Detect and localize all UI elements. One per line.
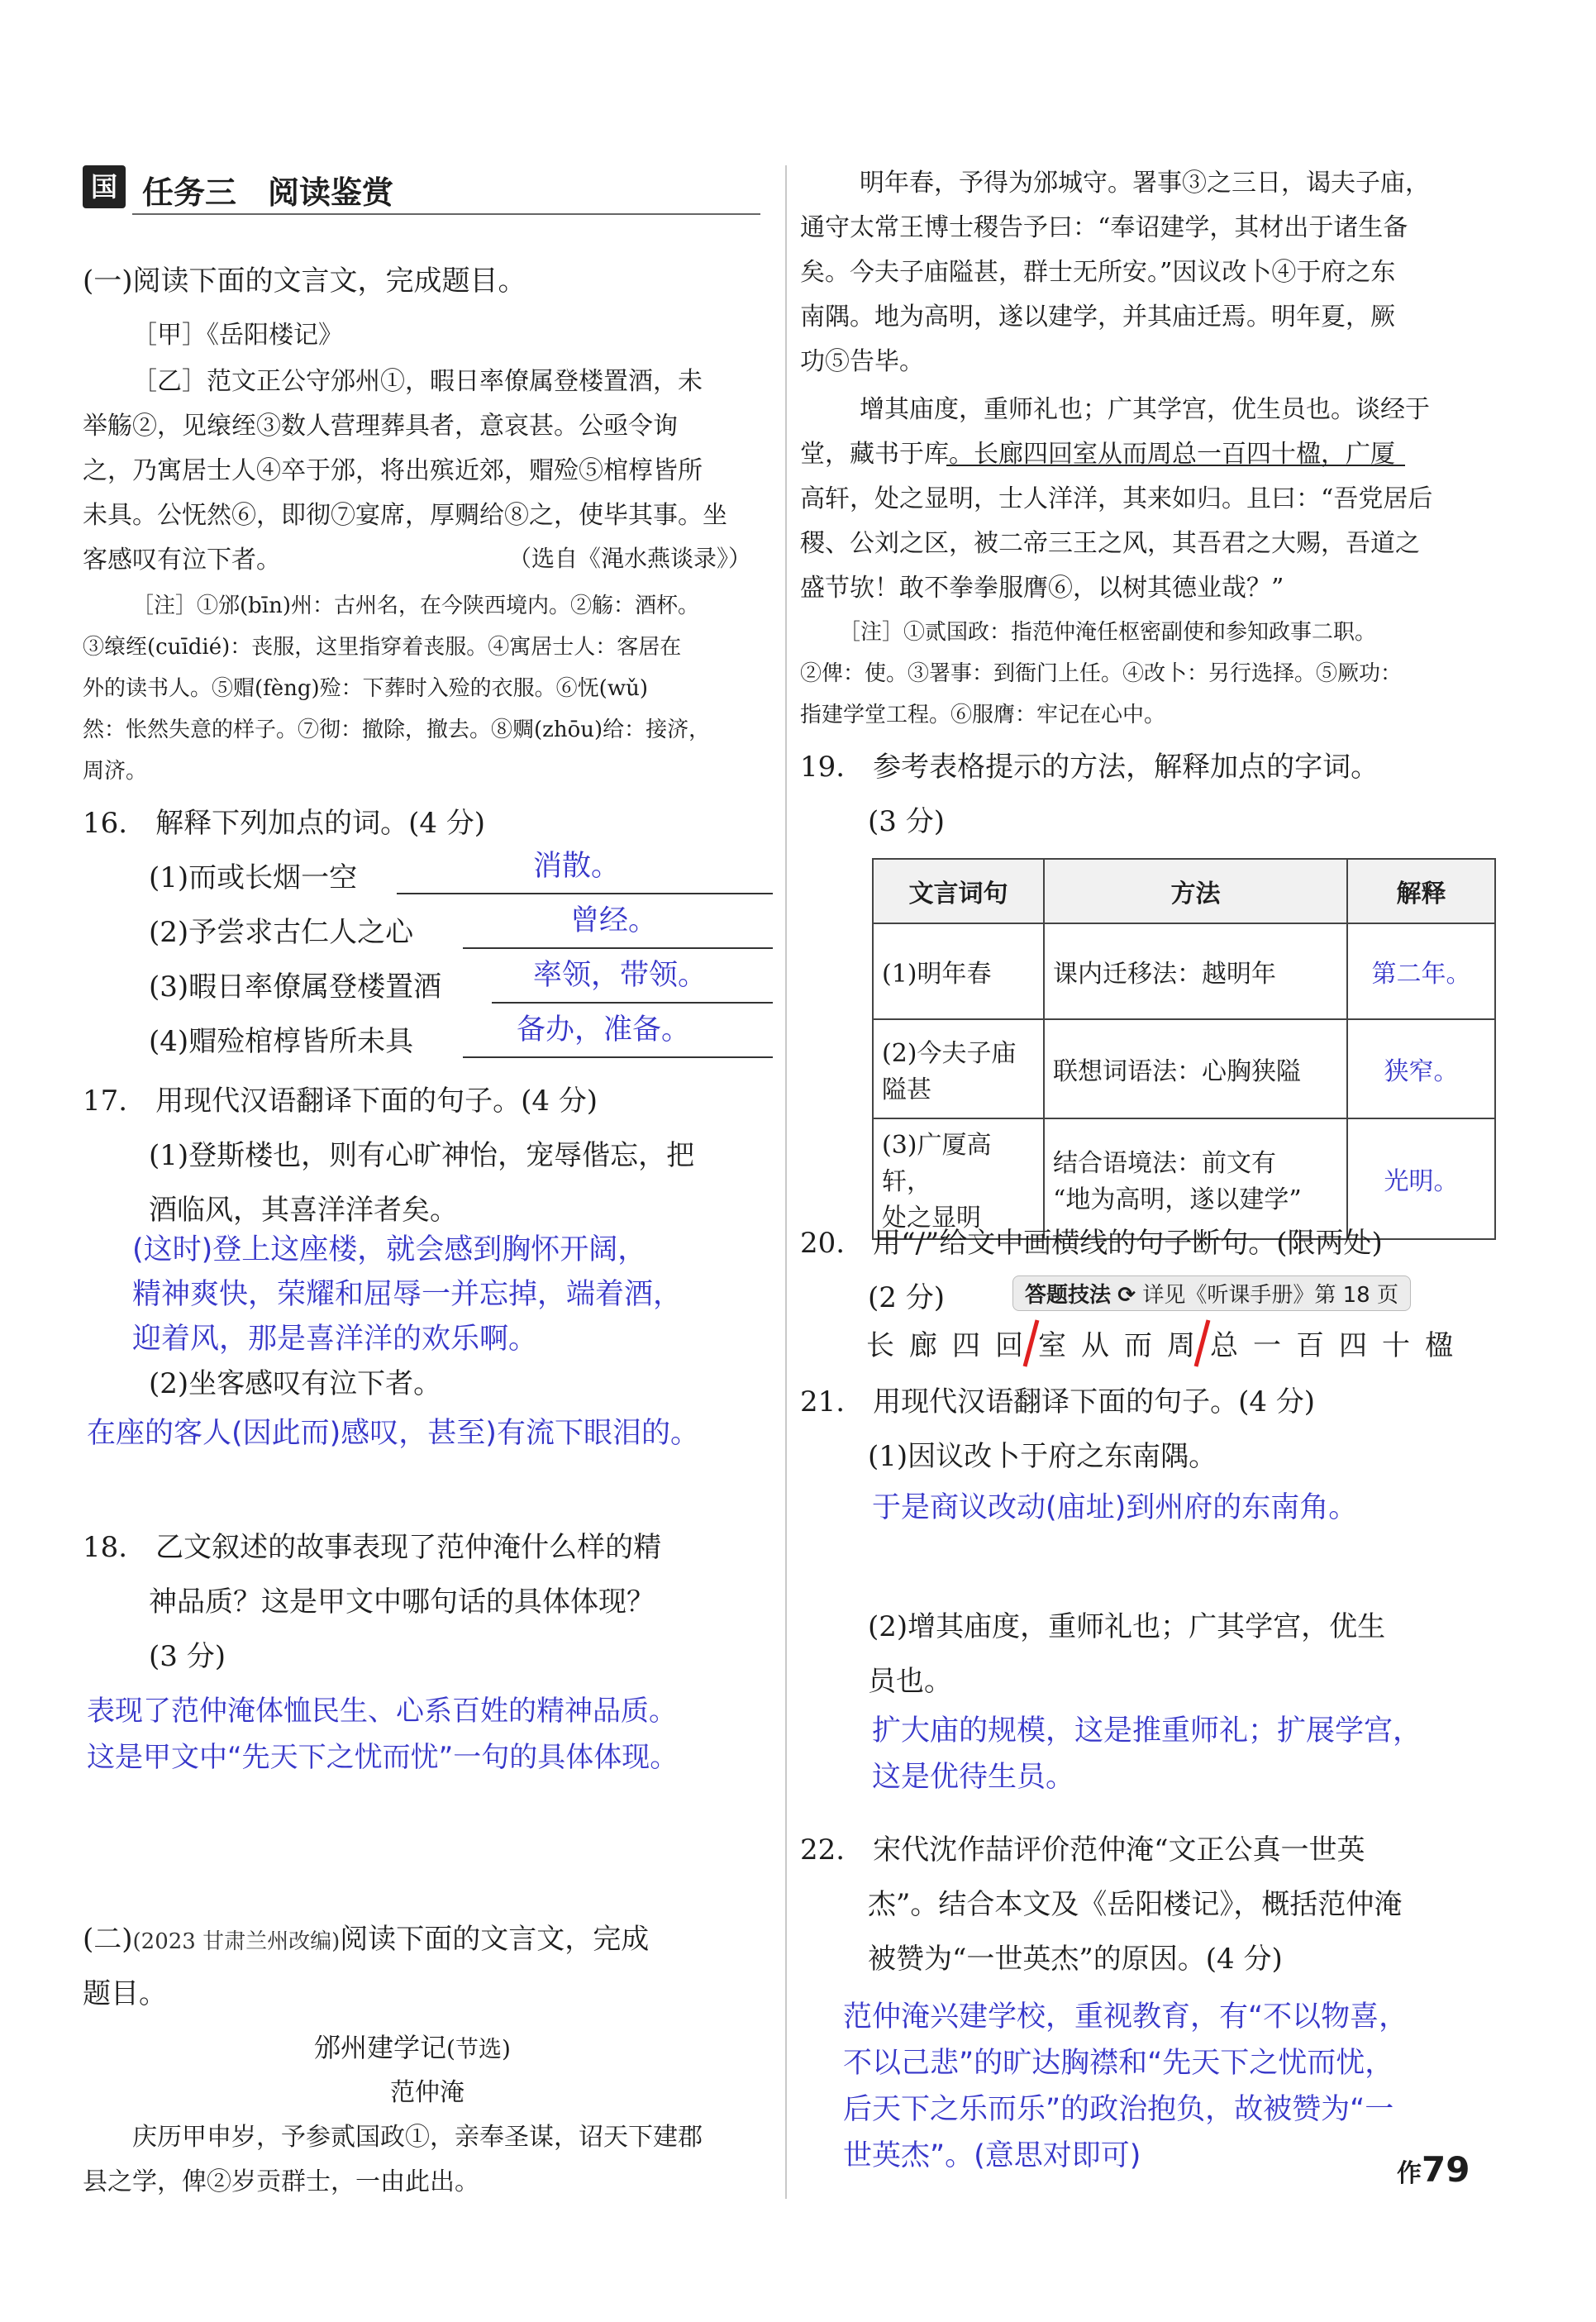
q16-answer-line	[463, 1056, 773, 1058]
q17-stem: 17. 用现代汉语翻译下面的句子。(4 分)	[83, 1085, 598, 1118]
note-line: 周济。	[83, 759, 148, 784]
sentence-char: 长	[866, 1329, 894, 1362]
yi-source: （选自《渑水燕谈录》）	[508, 545, 752, 572]
q16-answer-line	[463, 947, 773, 949]
sentence-char: 回	[995, 1329, 1023, 1362]
note-line: 指建学堂工程。⑥服膺：牢记在心中。	[800, 703, 1166, 727]
q22-answer: 范仲淹兴建学校，重视教育，有“不以物喜，	[843, 2000, 1408, 2034]
page-prefix: 作	[1397, 2159, 1422, 2188]
part2-source: (2023 甘肃兰州改编)	[132, 1929, 341, 1954]
q19-stem: 19. 参考表格提示的方法，解释加点的字词。	[800, 751, 1379, 784]
passage-line: 稷、公刘之区，被二帝三王之风，其吾君之大赐，吾道之	[800, 529, 1420, 558]
sentence-char: 总	[1210, 1329, 1238, 1362]
section-icon: 国	[83, 165, 126, 208]
section-title: 任务三 阅读鉴赏	[142, 174, 394, 211]
table-cell-method: 课内迁移法：越明年	[1044, 923, 1347, 1019]
passage-line: 矣。今夫子庙隘甚，群士无所安。”因议改卜④于府之东	[800, 258, 1396, 287]
sentence-char: 从	[1081, 1329, 1109, 1362]
q18-answer: 表现了范仲淹体恤民生、心系百姓的精神品质。	[87, 1695, 677, 1728]
q17-answer1: (这时)登上这座楼，就会感到胸怀开阔，	[132, 1233, 647, 1266]
table-cell-answer: 第二年。	[1347, 923, 1495, 1019]
passage-line: 县之学，俾②岁贡群士，一由此出。	[83, 2167, 479, 2196]
note-line: ③缞绖(cuīdié)：丧服，这里指穿着丧服。④寓居士人：客居在	[83, 635, 682, 660]
sentence-char: 百	[1296, 1329, 1324, 1362]
q21-stem: 21. 用现代汉语翻译下面的句子。(4 分)	[800, 1385, 1316, 1418]
tip-label: 答题技法	[1025, 1283, 1112, 1308]
yi-line: 客感叹有泣下者。	[83, 546, 281, 575]
q16-stem: 16. 解释下列加点的词。(4 分)	[83, 807, 486, 840]
yi-line: 未具。公怃然⑥，即彻⑦宴席，厚赒给⑧之，使毕其事。坐	[83, 501, 727, 530]
sentence-char: 四	[952, 1329, 980, 1362]
q22-answer: 后天下之乐而乐”的政治抱负，故被赞为“一	[843, 2093, 1394, 2126]
passage-line: 明年春，予得为邠城守。署事③之三日，谒夫子庙，	[860, 169, 1430, 198]
passage-author: 范仲淹	[390, 2078, 465, 2107]
yi-line: ［乙］范文正公守邠州①，暇日率僚属登楼置酒，未	[132, 367, 703, 396]
passage-title: 邠州建学记	[314, 2032, 447, 2063]
cell-line: 处之显明	[882, 1204, 981, 1233]
answer-tip	[1012, 1275, 1411, 1311]
part2-heading-tail: 题目。	[83, 1977, 167, 2010]
table-header-row	[873, 859, 1495, 923]
column-divider	[785, 165, 787, 2199]
q22-stem: 杰”。结合本文及《岳阳楼记》，概括范仲淹	[868, 1888, 1403, 1921]
passage-line: 通守太常王博士稷告予曰：“奉诏建学，其材出于诸生备	[800, 213, 1408, 242]
q22-answer: 世英杰”。(意思对即可)	[843, 2139, 1141, 2172]
table-header: 文言词句	[873, 859, 1044, 923]
cell-line: (2)今夫子庙	[882, 1039, 1017, 1068]
passage-line: 南隅。地为高明，遂以建学，并其庙迁焉。明年夏，厥	[800, 303, 1395, 331]
table-row	[873, 1019, 1495, 1118]
q16-item-label: (2)予尝求古仁人之心	[149, 916, 414, 949]
q18-answer: 这是甲文中“先天下之忧而忧”一句的具体体现。	[87, 1741, 679, 1774]
yi-line: 之，乃寓居士人④卒于邠，将出殡近郊，赗殓⑤棺椁皆所	[83, 456, 703, 485]
q16-item-label: (3)暇日率僚属登楼置酒	[149, 970, 442, 1004]
underline-mark	[946, 465, 1405, 466]
q22-stem: 22. 宋代沈作喆评价范仲淹“文正公真一世英	[800, 1833, 1365, 1867]
q16-answer: 曾经。	[570, 904, 658, 937]
cell-line: 隘甚	[882, 1075, 931, 1104]
passage-line: 增其庙度，重师礼也；广其学宫，优生员也。谈经于	[860, 395, 1430, 424]
sentence-char: 十	[1382, 1329, 1410, 1362]
table-cell-answer: 光明。	[1347, 1118, 1495, 1239]
refresh-icon: ⟳	[1117, 1283, 1136, 1308]
part2-title	[314, 2027, 511, 2065]
q16-answer: 率领，带领。	[533, 959, 707, 992]
sentence-char: 而	[1124, 1329, 1152, 1362]
sentence-char: 廊	[909, 1329, 937, 1362]
table-header: 方法	[1044, 859, 1347, 923]
note-line: ［注］①邠(bīn)州：古州名，在今陕西境内。②觞：酒杯。	[132, 594, 699, 618]
passage-line: 盛节欤！敢不拳拳服膺⑥，以树其德业哉？”	[800, 574, 1284, 603]
part2-heading-prefix: (二)	[83, 1923, 133, 1956]
q22-answer: 不以己悲”的旷达胸襟和“先天下之忧而忧，	[843, 2047, 1394, 2080]
note-line: ②俾：使。③署事：到衙门上任。④改卜：另行选择。⑤厥功：	[800, 661, 1403, 686]
tip-text: 详见《听课手册》第 18 页	[1142, 1283, 1398, 1308]
q18-stem: 神品质？这是甲文中哪句话的具体体现？	[149, 1585, 655, 1619]
cell-line: “地为高明，遂以建学”	[1053, 1185, 1302, 1214]
q17-answer2: 在座的客人(因此而)感叹，甚至)有流下眼泪的。	[87, 1417, 699, 1450]
q18-stem: 18. 乙文叙述的故事表现了范仲淹什么样的精	[83, 1531, 662, 1564]
cell-line: (3)广厦高轩，	[882, 1131, 992, 1196]
q21-sentence2: 员也。	[868, 1665, 952, 1698]
note-line: 然：怅然失意的样子。⑦彻：撤除，撤去。⑧赒(zhōu)给：接济，	[83, 718, 711, 742]
q16-answer-line	[492, 1002, 773, 1004]
q21-answer2: 扩大庙的规模，这是推重师礼；扩展学宫，	[872, 1714, 1422, 1747]
table-cell-sentence: (1)明年春	[873, 923, 1044, 1019]
table-cell-method: 联想词语法：心胸狭隘	[1044, 1019, 1347, 1118]
q22-stem: 被赞为“一世英杰”的原因。(4 分)	[868, 1943, 1283, 1976]
q17-answer1: 精神爽快，荣耀和屈辱一并忘掉，端着酒，	[132, 1278, 683, 1311]
q16-item-label: (4)赗殓棺椁皆所未具	[149, 1025, 414, 1058]
q19-score: (3 分)	[868, 805, 945, 838]
cell-line: 结合语境法：前文有	[1053, 1149, 1276, 1178]
q16-answer: 消散。	[533, 850, 621, 883]
q21-answer2: 这是优待生员。	[872, 1761, 1075, 1794]
q17-sentence2: (2)坐客感叹有泣下者。	[149, 1367, 442, 1400]
jia-title: ［甲］《岳阳楼记》	[132, 321, 343, 350]
q20-score: (2 分)	[868, 1281, 945, 1314]
q17-sentence1: 酒临风，其喜洋洋者矣。	[149, 1194, 458, 1227]
q17-answer1: 迎着风，那是喜洋洋的欢乐啊。	[132, 1323, 538, 1356]
table-header: 解释	[1347, 859, 1495, 923]
table-cell-sentence	[873, 1019, 1044, 1118]
q16-answer-line	[397, 893, 773, 894]
passage-line: 功⑤告毕。	[800, 347, 924, 376]
q19-table	[872, 858, 1496, 1240]
passage-title-note: (节选)	[446, 2035, 511, 2062]
note-line: ［注］①贰国政：指范仲淹任枢密副使和参知政事二职。	[839, 620, 1377, 645]
q18-stem: (3 分)	[149, 1640, 226, 1673]
note-line: 外的读书人。⑤赗(fèng)殓：下葬时入殓的衣服。⑥怃(wǔ)	[83, 676, 648, 701]
q20-stem: 20. 用“/”给文中画横线的句子断句。(限两处)	[800, 1227, 1383, 1260]
section-rule	[132, 213, 760, 215]
part1-heading: (一)阅读下面的文言文，完成题目。	[83, 265, 526, 298]
page-num: 79	[1422, 2149, 1470, 2190]
break-mark	[1194, 1319, 1211, 1366]
q16-item-label: (1)而或长烟一空	[149, 861, 358, 894]
sentence-char: 一	[1253, 1329, 1281, 1362]
sentence-char: 周	[1167, 1329, 1195, 1362]
passage-line: 庆历甲申岁，予参贰国政①，亲奉圣谋，诏天下建郡	[132, 2123, 703, 2152]
part2-heading	[83, 1916, 649, 1957]
table-row	[873, 923, 1495, 1019]
passage-line-underlined: 堂，藏书于库。长廊四回室从而周总一百四十楹，广厦	[800, 440, 1395, 469]
q17-sentence1: (1)登斯楼也，则有心旷神怡，宠辱偕忘，把	[149, 1139, 695, 1172]
q16-answer: 备办，准备。	[517, 1013, 691, 1047]
sentence-char: 四	[1339, 1329, 1367, 1362]
sentence-char: 楹	[1425, 1329, 1453, 1362]
table-cell-answer: 狭窄。	[1347, 1019, 1495, 1118]
part2-heading-text: 阅读下面的文言文，完成	[340, 1923, 650, 1956]
passage-line: 高轩，处之显明，士人洋洋，其来如归。且曰：“吾党居后	[800, 484, 1433, 513]
yi-line: 举觞②，见缞绖③数人营理葬具者，意哀甚。公亟令询	[83, 412, 678, 441]
page-number	[1397, 2149, 1470, 2190]
q21-sentence2: (2)增其庙度，重师礼也；广其学宫，优生	[868, 1610, 1386, 1643]
sentence-char: 室	[1038, 1329, 1066, 1362]
q21-sentence1: (1)因议改卜于府之东南隅。	[868, 1440, 1217, 1473]
q21-answer1: 于是商议改动(庙址)到州府的东南角。	[872, 1491, 1358, 1524]
break-mark	[1023, 1319, 1040, 1366]
